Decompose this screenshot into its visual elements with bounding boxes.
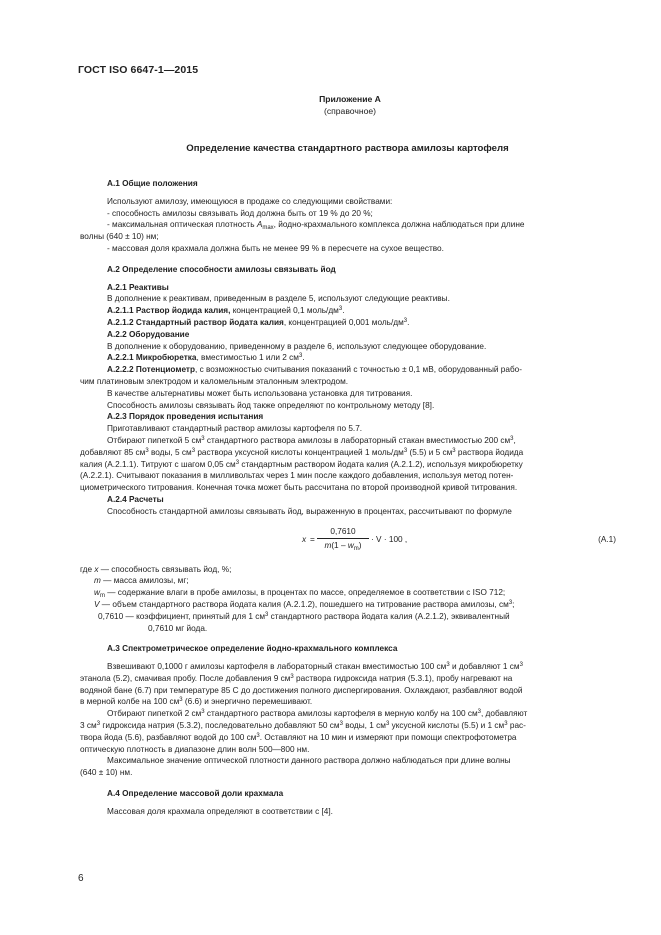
- standard-header: ГОСТ ISO 6647-1—2015: [78, 64, 199, 76]
- formula-number: (А.1): [598, 534, 616, 544]
- where-w: $w_m$ — содержание влаги в пробе амилозы, в процентах по массе, определяемое в соответствии с ISO 712;: [94, 588, 506, 600]
- section-a4-heading: А.4 Определение массовой доли крахмала: [107, 789, 284, 799]
- a3-line-6: 3 $см^3$ гидроксида натрия (5.3.2), последовательно добавляют 50 $см^3$ воды, 1 $см^3$ уксусной кислоты (5.5) и 1 $см^3$ рас-: [80, 721, 526, 731]
- section-a3-heading: А.3 Спектрометрическое определение йодно-крахмального комплекса: [107, 644, 398, 654]
- a1-item-2: - максимальная оптическая плотность $A_{max}$, йодно-крахмального комплекса должна наблюдаться при длине: [107, 220, 525, 232]
- a2-1-text: В дополнение к реактивам, приведенным в разделе 5, используют следующие реактивы.: [107, 294, 450, 304]
- a3-line-10: (640 ± 10) нм.: [80, 768, 133, 778]
- formula-tail: · V · 100 ,: [371, 534, 408, 544]
- a3-line-4: в мерной колбе на 100 $см^3$ (6.6) и энергично перемешивают.: [80, 697, 313, 707]
- annex-kind: (справочное): [323, 106, 377, 116]
- a3-line-7: твора йода (5.6), разбавляют водой до 100 $см^3$. Оставляют на 10 мин и измеряют при помощи спектрофотометра: [80, 732, 517, 742]
- a3-line-1: Взвешивают 0,1000 г амилозы картофеля в лабораторный стакан вместимостью 100 $см^3$ и добавляют 1 $см^3$: [107, 662, 523, 672]
- a2-2-text: В дополнение к оборудованию, приведенному в разделе 6, используют следующее оборудование.: [107, 341, 487, 351]
- a2-alt-2: Способность амилозы связывать йод также определяют по контрольному методу [8].: [107, 400, 435, 410]
- a1-item-2-cont: волны (640 ± 10) нм;: [80, 232, 159, 242]
- a3-line-9: Максимальное значение оптической плотности данного раствора должно наблюдаться при длине волны: [107, 756, 511, 766]
- a2-4-heading: А.2.4 Расчеты: [107, 494, 164, 504]
- a2-2-2-cont: чим платиновым электродом и каломельным эталонным электродом.: [80, 376, 349, 386]
- a2-2-heading: А.2.2 Оборудование: [107, 329, 190, 339]
- a3-line-8: оптическую плотность в диапазоне длин волн 500—800 нм.: [80, 744, 310, 754]
- a3-line-5: Отбирают пипеткой 2 $см^3$ стандартного раствора амилозы картофеля в мерную колбу на 100 $см^3$, добавляют: [107, 709, 528, 719]
- a2-3-procedure: Отбирают пипеткой 5 $см^3$ стандартного раствора амилозы в лабораторный стакан вместимостью 200 $см^3$,: [107, 435, 516, 445]
- where-v: V — объем стандартного раствора йодата калия (А.2.1.2), пошедшего на титрование раствора амилозы, $см^3$;: [94, 599, 515, 609]
- a1-intro: Используют амилозу, имеющуюся в продаже со следующими свойствами:: [107, 196, 393, 206]
- a2-3-procedure-5: циометрического титрования. Конечная точка может быть рассчитана по второй производной кривой титрования.: [80, 483, 518, 493]
- a3-line-3: водяной бане (6.7) при температуре 85 С до достижения полного диспергирования. Охлаждают, разбавляют водой: [80, 685, 523, 695]
- formula-lhs: x: [302, 534, 307, 544]
- a2-alt-1: В качестве альтернативы может быть использована установка для титрования.: [107, 388, 413, 398]
- a2-1-2: А.2.1.2 Стандартный раствор йодата калия, концентрацией 0,001 моль/$дм^3$.: [107, 317, 410, 327]
- a4-text: Массовая доля крахмала определяют в соответствии с [4].: [107, 806, 333, 816]
- formula-a1: [80, 526, 616, 556]
- a2-3-procedure-4: (А.2.2.1). Считывают показания в милливольтах через 1 мин после каждого добавления, используя метод потен-: [80, 471, 514, 481]
- a2-1-heading: А.2.1 Реактивы: [107, 282, 169, 292]
- a2-4-text: Способность стандартной амилозы связывать йод, выраженную в процентах, рассчитывают по формуле: [107, 506, 512, 516]
- formula-eq: =: [310, 534, 315, 544]
- a2-3-procedure-2: добавляют 85 $см^3$ воды, 5 $см^3$ раствора уксусной кислоты концентрацией 1 моль/$дм^3$ (5.5) и 5 $см^3$ раствора йодида: [80, 447, 524, 457]
- where-coef: 0,7610 — коэффициент, принятый для 1 $см^3$ стандартного раствора йодата калия (А.2.1.2), эквивалентный: [98, 611, 510, 621]
- a2-3-procedure-3: калия (А.2.1.1). Титруют с шагом 0,05 $см^3$ стандартным раствором йодата калия (А.2.1.2), используя микробюретку: [80, 459, 523, 469]
- a2-2-2: А.2.2.2 Потенциометр, с возможностью считывания показаний с точностью ± 0,1 мВ, оборудованный рабо-: [107, 365, 523, 375]
- where-coef-cont: 0,7610 мг йода.: [148, 623, 208, 633]
- a1-item-3: - массовая доля крахмала должна быть не менее 99 % в пересчете на сухое вещество.: [107, 243, 444, 253]
- a2-3-text: Приготавливают стандартный раствор амилозы картофеля по 5.7.: [107, 424, 363, 434]
- document-body: [80, 178, 616, 818]
- annex-label: [300, 93, 400, 117]
- formula-fraction: [317, 526, 369, 553]
- where-m: m — масса амилозы, мг;: [94, 576, 189, 586]
- formula-denominator: $m(1 - w_m)$: [324, 541, 362, 553]
- a2-2-1: А.2.2.1 Микробюретка, вместимостью 1 или 2 $см^3$.: [107, 353, 305, 363]
- where-x: где x — способность связывать йод, %;: [80, 564, 232, 574]
- formula-numerator: 0,7610: [317, 526, 369, 540]
- a2-3-heading: А.2.3 Порядок проведения испытания: [107, 412, 264, 422]
- a3-line-2: этанола (5.2), смачивая пробу. После добавления 9 $см^3$ раствора гидроксида натрия (5.3.1), пробу нагревают на: [80, 673, 513, 683]
- section-a1-heading: А.1 Общие положения: [107, 179, 198, 188]
- document-title: Определение качества стандартного раствора амилозы картофеля: [186, 143, 509, 154]
- a2-1-1: А.2.1.1 Раствор йодида калия, концентрацией 0,1 моль/$дм^3$.: [107, 306, 345, 316]
- page-number: 6: [78, 873, 84, 884]
- a1-item-1: - способность амилозы связывать йод должна быть от 19 % до 20 %;: [107, 208, 373, 218]
- annex-title: Приложение А: [319, 94, 381, 104]
- section-a2-heading: А.2 Определение способности амилозы связывать йод: [107, 264, 336, 274]
